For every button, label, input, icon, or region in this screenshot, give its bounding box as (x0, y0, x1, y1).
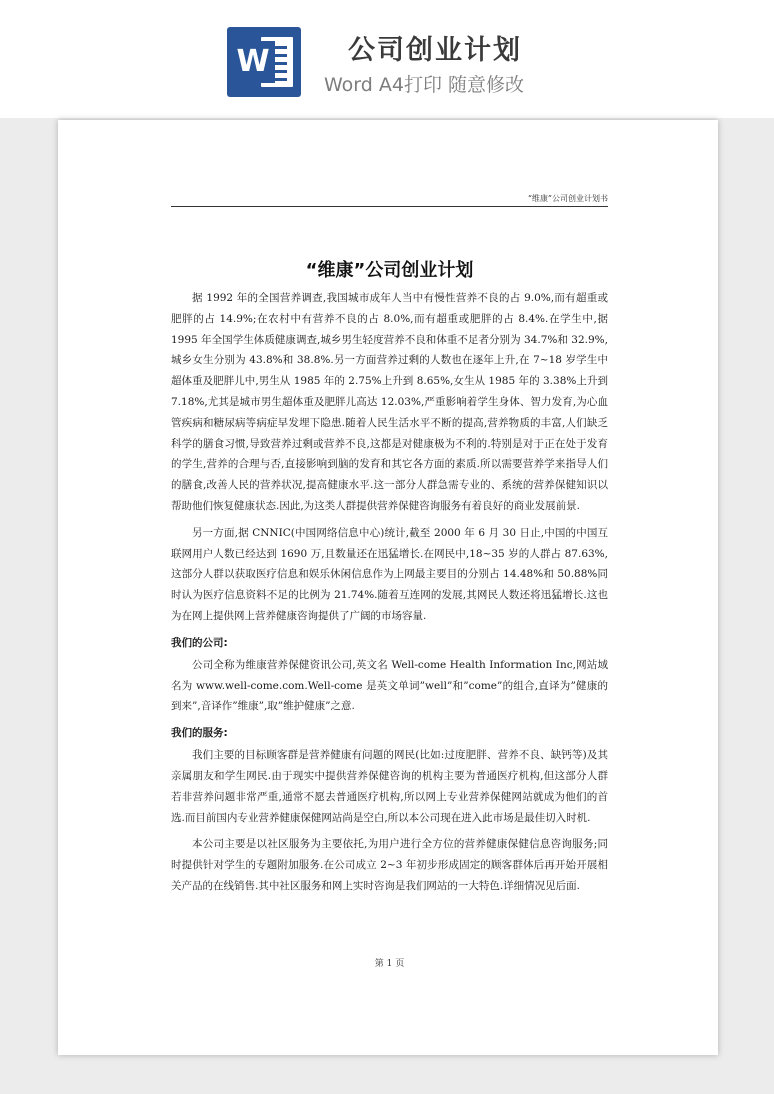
banner-title: 公司创业计划 (348, 35, 522, 66)
word-app-icon (227, 27, 301, 97)
section-heading: 我们的公司: (171, 636, 228, 649)
body-paragraph: 我们主要的目标顾客群是营养健康有问题的网民(比如:过度肥胖、营养不良、缺钙等)及其亲属朋友和学生网民.由于现实中提供营养保健咨询的机构主要为普通医疗机构,但这部分人群若非营养问题非常严重,通常不愿去普通医疗机构,所以网上专业营养保健网站就成为他们的首选.而目前国内专业营养健康保健网站尚是空白,所以本公司现在进入此市场是最佳切入时机. (171, 749, 608, 824)
document-body (171, 288, 608, 903)
body-paragraph: 公司全称为维康营养保健资讯公司,英文名 Well-come Health Information Inc,网站域名为 www.well-come.com.Well-come 是英文单词”well”和”come”的组合,直译为”健康的到来”,音译作”维康”,取”维护健康”之意. (171, 658, 608, 713)
document-page (58, 120, 718, 1055)
header-rule (171, 206, 608, 207)
section-heading: 我们的服务: (171, 727, 228, 740)
banner-subtitle: Word A4打印 随意修改 (324, 74, 525, 96)
running-header: “维康”公司创业计划书 (527, 194, 608, 203)
body-paragraph: 据 1992 年的全国营养调查,我国城市成年人当中有慢性营养不良的占 9.0%,而有超重或肥胖的占 14.9%;在农村中有营养不良的占 8.0%,而有超重或肥胖的占 8.4%.在学生中,据 1995 年全国学生体质健康调查,城乡男生轻度营养不良和体重不足者分别为 34.7%和 32.9%,城乡女生分别为 43.8%和 38.8%.另一方面营养过剩的人数也在逐年上升,在 7~18 岁学生中超体重及肥胖儿中,男生从 1985 年的 2.75%上升到 8.65%,女生从 1985 年的 3.38%上升到 7.18%,尤其是城市男生超体重及肥胖儿高达 12.03%,严重影响着学生身体、智力发育,为心血管疾病和糖尿病等病症早发埋下隐患.随着人民生活水平不断的提高,营养物质的丰富,人们缺乏科学的膳食习惯,导致营养过剩或营养不良,这都是对健康极为不利的.特别是对于正在处于发育的学生,营养的合理与否,直接影响到脑的发育和其它各方面的素质.所以需要营养学来指导人们的膳食,改善人民的营养状况,提高健康水平.这一部分人群急需专业的、系统的营养保健知识以帮助他们恢复健康状态.因此,为这类人群提供营养保健咨询服务有着良好的商业发展前景. (171, 292, 608, 512)
document-title: “维康”公司创业计划 (305, 260, 474, 281)
body-paragraph: 本公司主要是以社区服务为主要依托,为用户进行全方位的营养健康保健信息咨询服务;同时提供针对学生的专题附加服务.在公司成立 2~3 年初步形成固定的顾客群体后再开始开展相关产品的在线销售.其中社区服务和网上实时咨询是我们网站的一大特色.详细情况见后面. (171, 838, 608, 892)
download-banner (0, 0, 774, 118)
word-icon-letter: W (231, 41, 275, 83)
page-number: 第 1 页 (374, 959, 405, 969)
body-paragraph: 另一方面,据 CNNIC(中国网络信息中心)统计,截至 2000 年 6 月 30 日止,中国的中国互联网用户人数已经达到 1690 万,且数量还在迅猛增长.在网民中,18~35 岁的人群占 87.63%,这部分人群以获取医疗信息和娱乐休闲信息作为上网最主要目的分别占 14.48%和 50.88%同时认为医疗信息资料不足的比例为 21.74%.随着互连网的发展,其网民人数还将迅猛增长.这也为在网上提供网上营养健康咨询提供了广阔的市场容量. (171, 526, 608, 622)
